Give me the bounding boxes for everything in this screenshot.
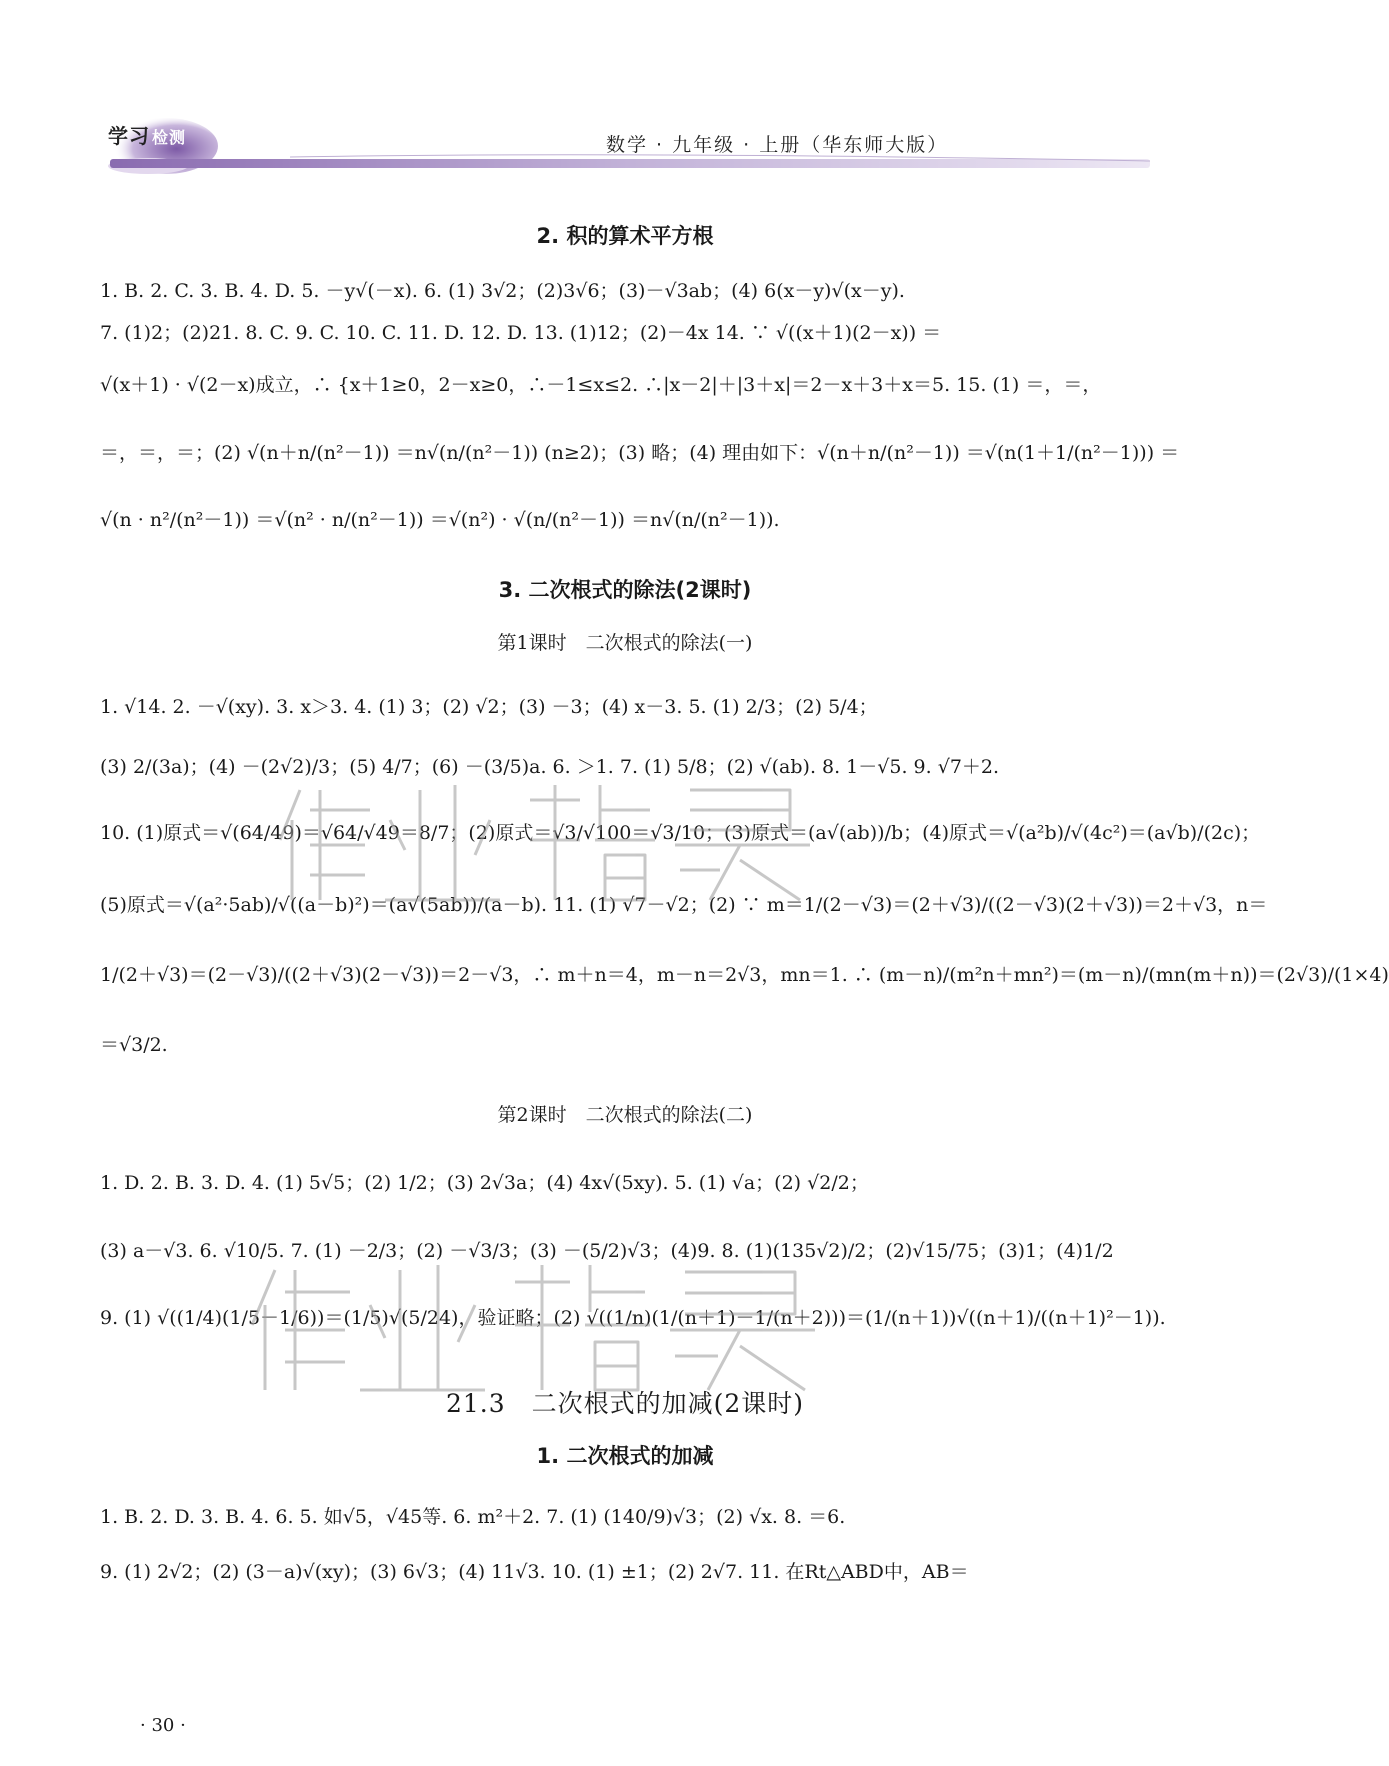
page-number: · 30 · (140, 1715, 186, 1736)
answer-line-10: 1/(2＋√3)＝(2－√3)/((2＋√3)(2－√3))＝2－√3，∴ m＋n＝4，m－n＝2√3，mn＝1. ∴ (m－n)/(m²n＋mn²)＝(m－n)/(mn(m＋n))＝(2√3)/(1×4) (100, 964, 1389, 986)
answer-line-9: (5)原式＝√(a²·5ab)/√((a－b)²)＝(a√(5ab))/(a－b). 11. (1) √7－√2；(2) ∵ m＝1/(2－√3)＝(2＋√3)/((2－√3)(2＋√3))＝2＋√3，n＝ (100, 894, 1268, 916)
section-title-3: 3. 二次根式的除法(2课时) (498, 578, 752, 602)
answer-line-2: 7. (1)2；(2)21. 8. C. 9. C. 10. C. 11. D. 12. D. 13. (1)12；(2)－4x 14. ∵ √((x＋1)(2－x)) ＝ (100, 322, 942, 344)
answer-line-6: 1. √14. 2. －√(xy). 3. x＞3. 4. (1) 3；(2) √2；(3) －3；(4) x－3. 5. (1) 2/3；(2) 5/4； (100, 696, 878, 718)
lesson-title-2: 第2课时 二次根式的除法(二) (497, 1104, 753, 1126)
answer-line-16: 9. (1) 2√2；(2) (3－a)√(xy)；(3) 6√3；(4) 11√3. 10. (1) ±1；(2) 2√7. 11. 在Rt△ABD中，AB＝ (100, 1561, 969, 1583)
answer-line-8: 10. (1)原式＝√(64/49)＝√64/√49＝8/7；(2)原式＝√3/√100＝√3/10；(3)原式＝(a√(ab))/b；(4)原式＝√(a²b)/√(4c²)＝(a√b)/(2c)； (100, 822, 1261, 844)
answer-line-1: 1. B. 2. C. 3. B. 4. D. 5. －y√(－x). 6. (1) 3√2；(2)3√6；(3)－√3ab；(4) 6(x－y)√(x－y). (100, 280, 905, 302)
section-title-2: 2. 积的算术平方根 (536, 224, 714, 248)
answer-line-12: 1. D. 2. B. 3. D. 4. (1) 5√5；(2) 1/2；(3) 2√3a；(4) 4x√(5xy). 5. (1) √a；(2) √2/2； (100, 1172, 869, 1194)
answer-line-4: ＝，＝，＝；(2) √(n＋n/(n²－1)) ＝n√(n/(n²－1)) (n≥2)；(3) 略；(4) 理由如下：√(n＋n/(n²－1)) ＝√(n(1＋1/(n²－1))) ＝ (100, 442, 1180, 464)
section-title-213-1: 1. 二次根式的加减 (536, 1444, 714, 1468)
answer-line-3: √(x＋1) · √(2－x)成立，∴ {x＋1≥0，2－x≥0，∴－1≤x≤2. ∴|x－2|＋|3＋x|＝2－x＋3＋x＝5. 15. (1) ＝，＝， (100, 374, 1102, 396)
answer-line-7: (3) 2/(3a)；(4) －(2√2)/3；(5) 4/7；(6) －(3/5)a. 6. ＞1. 7. (1) 5/8；(2) √(ab). 8. 1－√5. 9. √7＋2. (100, 756, 1000, 778)
chapter-title-21-3: 21.3 二次根式的加减(2课时) (445, 1389, 805, 1418)
header-title: 数学 · 九年级 · 上册（华东师大版） (606, 134, 949, 156)
answer-line-14: 9. (1) √((1/4)(1/5－1/6))＝(1/5)√(5/24)，验证略；(2) √((1/n)(1/(n＋1)－1/(n＋2)))＝(1/(n＋1))√((n＋1)/((n＋1)²－1)). (100, 1307, 1166, 1329)
answer-line-5: √(n · n²/(n²－1)) ＝√(n² · n/(n²－1)) ＝√(n²) · √(n/(n²－1)) ＝n√(n/(n²－1)). (100, 509, 780, 531)
answer-line-15: 1. B. 2. D. 3. B. 4. 6. 5. 如√5，√45等. 6. m²＋2. 7. (1) (140/9)√3；(2) √x. 8. ＝6. (100, 1506, 846, 1528)
answer-line-11: ＝√3/2. (100, 1034, 168, 1056)
brand-text: 学习 检测 (108, 124, 187, 148)
answer-line-13: (3) a－√3. 6. √10/5. 7. (1) －2/3；(2) －√3/3；(3) －(5/2)√3；(4)9. 8. (1)(135√2)/2；(2)√15/75；(3)1；(4)1/2 (100, 1240, 1114, 1262)
lesson-title-1: 第1课时 二次根式的除法(一) (497, 632, 753, 654)
